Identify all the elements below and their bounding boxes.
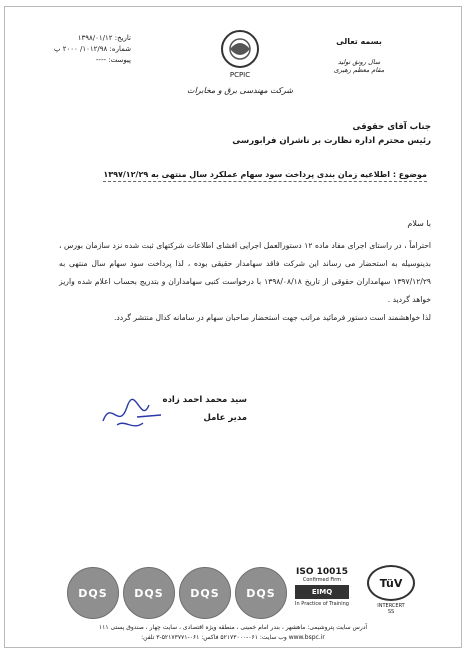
meta-date: تاریخ: ۱۳۹۸/۰۱/۱۲	[77, 34, 131, 42]
greeting: با سلام	[407, 219, 431, 228]
dqs-logo-icon: DQS	[67, 567, 119, 619]
subject-line	[103, 170, 427, 179]
iso-subtitle: Confirmed Firm	[302, 577, 342, 583]
dqs-logo-icon: DQS	[179, 567, 231, 619]
year-subtitle: مقام معظم رهبری	[333, 66, 385, 74]
tuv-logo-icon: TüV	[367, 565, 415, 601]
letter-meta	[21, 33, 131, 66]
paragraph-2: لذا خواهشمند است دستور فرمائید مراتب جهت استحضار صاحبان سهام در سامانه کدال منتشر گردد.	[114, 313, 431, 322]
signatory-title: مدیر عامل	[203, 413, 247, 423]
header-right	[299, 37, 419, 75]
meta-attachment: پیوست: ----	[95, 56, 131, 64]
bismillah: بسمه تعالی	[336, 37, 382, 46]
letter-body	[59, 215, 431, 327]
iso-tagline: In Practice of Training	[295, 601, 349, 607]
tuv-label: INTERCERT	[377, 603, 405, 609]
tuv-badge	[367, 565, 415, 621]
company-name: شرکت مهندسی برق و مخابرات	[187, 86, 293, 95]
paragraph-1: احتراماً ، در راستای اجرای مفاد ماده ۱۲ دستورالعمل اجرایی افشای اطلاعات شرکتهای ثبت شده نزد سازمان بورس ، بدینوسیله به استحضار می رساند این شرکت فاقد سهامدار حقیقی بوده ، لذا پرداخت سود سهام سال منتهی به ۱۳۹۷/۱۲/۲۹ سهامداران حقوقی از تاریخ ۱۳۹۸/۰۸/۱۸ با درخواست کتبی سهامداران و بتدریج بحساب اعلام شده واریز خواهد گردید .	[59, 241, 431, 304]
certification-logo-3	[179, 567, 231, 619]
dqs-logo-icon: DQS	[123, 567, 175, 619]
addressee-position: رئیس محترم اداره نظارت بر ناشران فرابورسی	[232, 136, 431, 146]
addressee-title: جناب آقای حقوقی	[352, 122, 431, 132]
signature-block	[117, 391, 247, 443]
letter-page	[4, 6, 462, 648]
subject-text: موضوع : اطلاعیه زمان بندی پرداخت سود سهام عملکرد سال منتهی به ۱۳۹۷/۱۲/۲۹	[103, 170, 427, 182]
tuv-ss: SS	[387, 609, 395, 615]
certification-logo-2	[123, 567, 175, 619]
footer-address	[35, 623, 431, 643]
certification-logo-1	[67, 567, 119, 619]
iso-10015-badge	[287, 567, 357, 607]
logo-text: PCPIC	[229, 71, 251, 79]
addressee	[232, 120, 431, 148]
company-emblem-icon	[218, 27, 262, 71]
handwritten-signature-icon	[97, 391, 167, 439]
iso-badge: EIMQ	[295, 585, 349, 599]
signatory-name: سید محمد احمد زاده	[162, 395, 247, 405]
dqs-logo-icon: DQS	[235, 567, 287, 619]
year-title: سال رونق تولید	[337, 58, 381, 66]
footer-line-2: www.bspc.ir وب سایت: ۰۶۱-۵۲۱۷۳۰۰۰ فاکس: ۰۶۱-۵۲۱۷۳۷۷۱-۳ تلفن:	[141, 634, 325, 641]
meta-number: شماره: ۱۰۱۲/۹۸/ ۲۰۰۰ پ	[53, 45, 131, 53]
certification-logo-4	[235, 567, 287, 619]
footer-line-1: آدرس سایت پتروشیمی: ماهشهر ، بندر امام خمینی ، منطقه ویژه اقتصادی ، سایت چهار ، صندوق پستی ۱۱۱	[98, 624, 368, 631]
iso-title: ISO 10015	[296, 567, 348, 577]
company-logo	[175, 27, 305, 105]
